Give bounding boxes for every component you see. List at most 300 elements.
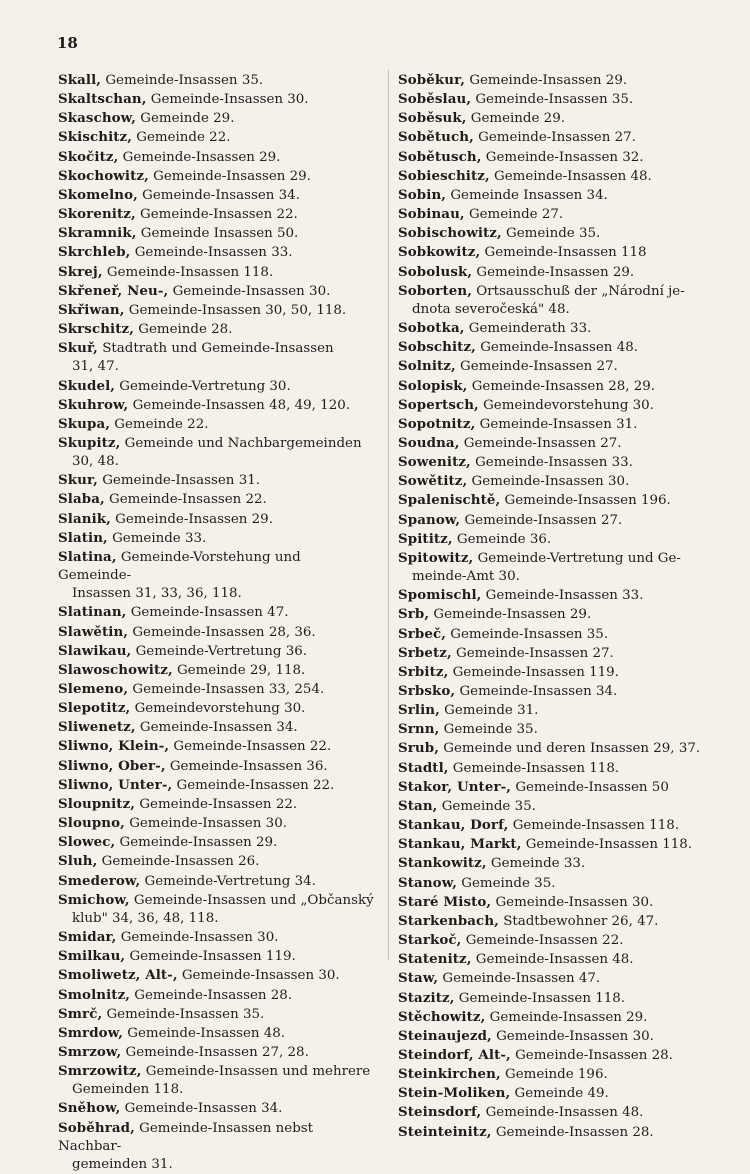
entry-term: Sobětuch, <box>398 129 474 146</box>
index-entry <box>398 739 704 758</box>
entry-term: Slowec, <box>58 834 116 851</box>
entry-term: Srlin, <box>398 702 440 719</box>
entry-description: Gemeinde und Nachbargemeinden <box>124 435 362 451</box>
entry-term: Slatina, <box>58 548 117 565</box>
entry-term: Stankau, Markt, <box>398 836 522 853</box>
index-entry <box>58 320 378 339</box>
entry-description: Gemeinde-Insassen 30. <box>181 968 340 984</box>
entry-description: Gemeinde-Insassen 29. <box>122 149 281 165</box>
entry-term: Srbeč, <box>398 625 447 642</box>
entry-description: Gemeinde-Insassen 28, 36. <box>132 624 316 640</box>
index-entry <box>398 530 704 549</box>
entry-term: Sněhow, <box>58 1100 121 1117</box>
entry-term: Sopotnitz, <box>398 415 476 432</box>
index-entry <box>58 661 378 680</box>
entry-term: Sobinau, <box>398 206 465 223</box>
index-entry <box>398 605 704 624</box>
entry-term: Smichow, <box>58 891 130 908</box>
entry-term: Skupitz, <box>58 434 121 451</box>
entry-description: Gemeinde-Insassen 32. <box>485 149 644 165</box>
entry-description: Gemeindevorstehung 30. <box>134 701 306 717</box>
entry-description: Gemeindevorstehung 30. <box>483 397 654 413</box>
entry-term: Srb, <box>398 606 430 623</box>
entry-term: Statenitz, <box>398 951 472 968</box>
entry-term: Stakor, Unter-, <box>398 778 512 795</box>
entry-term: Sobieschitz, <box>398 167 490 184</box>
index-entry <box>398 434 704 453</box>
index-entry <box>58 90 378 109</box>
entry-description: Gemeinde-Insassen 29. <box>119 835 278 851</box>
entry-term: Sobolusk, <box>398 263 473 280</box>
index-entry <box>58 1119 378 1174</box>
entry-term: Stankowitz, <box>398 855 487 872</box>
entry-description: Gemeinde-Insassen 28. <box>495 1124 654 1140</box>
index-entry <box>398 835 704 854</box>
index-entry <box>58 1062 378 1099</box>
entry-description: Ortsausschuß der „Národní je- <box>476 283 685 299</box>
index-entry <box>398 625 704 644</box>
index-entry <box>58 529 378 548</box>
entry-description: Gemeinde-Insassen 30. <box>172 283 331 299</box>
entry-term: Steinsdorf, <box>398 1104 482 1121</box>
entry-description: Gemeinde-Insassen 35. <box>475 92 634 108</box>
entry-description: Gemeinde-Insassen 28. <box>134 987 293 1003</box>
index-entry <box>58 757 378 776</box>
entry-description: Gemeinde-Insassen 29. <box>115 511 273 527</box>
index-entry <box>398 586 704 605</box>
entry-description: Gemeinde-Insassen 118. <box>106 264 274 280</box>
entry-description: Gemeinde und deren Insassen 29, 37. <box>443 741 701 757</box>
entry-term: Skaltschan, <box>58 91 147 108</box>
entry-term: Soudna, <box>398 434 460 451</box>
entry-description: Gemeinde 28. <box>138 322 233 338</box>
index-entry <box>398 243 704 262</box>
entry-description: Gemeinde 31. <box>444 703 539 719</box>
index-entry <box>58 642 378 661</box>
entry-description: Gemeinde-Insassen 34. <box>142 187 300 203</box>
entry-description: Gemeinde-Insassen 27, 28. <box>125 1044 309 1060</box>
entry-term: Skrej, <box>58 263 103 280</box>
entry-term: Steinaujezd, <box>398 1027 492 1044</box>
index-entry <box>58 986 378 1005</box>
entry-description: Gemeinde-Insassen 30. <box>120 930 279 946</box>
index-entry <box>398 511 704 530</box>
entry-term: Smrč, <box>58 1005 103 1022</box>
entry-description: Gemeinde-Insassen 118. <box>525 837 693 853</box>
entry-description: Gemeinde Insassen 34. <box>450 187 608 203</box>
entry-term: Starkenbach, <box>398 912 499 929</box>
entry-description: Stadtbewohner 26, 47. <box>503 913 659 929</box>
entry-term: Slawětin, <box>58 623 129 640</box>
entry-term: Steindorf, Alt-, <box>398 1046 511 1063</box>
entry-description: Gemeinde-Insassen 29. <box>469 73 628 88</box>
entry-description: Gemeinde-Insassen 33, 254. <box>132 682 325 697</box>
entry-term: Stanow, <box>398 874 457 891</box>
index-entry <box>58 891 378 928</box>
index-entry <box>398 797 704 816</box>
entry-description: Gemeinde-Insassen 119. <box>129 949 296 965</box>
index-entry <box>398 472 704 491</box>
index-entry <box>398 186 704 205</box>
entry-description: Gemeinde-Insassen 48. <box>480 340 638 356</box>
entry-term: Soběsuk, <box>398 110 467 127</box>
entry-term: Skall, <box>58 72 102 88</box>
entry-description: Gemeinde 29. <box>470 111 565 127</box>
index-entry <box>58 339 378 376</box>
entry-term: Smrzowitz, <box>58 1063 142 1080</box>
entry-term: Smidar, <box>58 929 117 946</box>
entry-term: Staré Misto, <box>398 893 492 910</box>
entry-description: Gemeinde-Insassen 22. <box>139 796 298 812</box>
index-entry <box>58 852 378 871</box>
entry-term: Smoliwetz, Alt-, <box>58 967 178 984</box>
entry-continuation: klub" 34, 36, 48, 118. <box>72 910 219 926</box>
entry-description: Gemeinde-Insassen 33. <box>485 588 644 604</box>
entry-term: Skřiwan, <box>58 301 125 318</box>
entry-description: Gemeinde-Insassen 29. <box>433 607 592 623</box>
entry-term: Sluh, <box>58 853 98 870</box>
entry-term: Staw, <box>398 970 439 987</box>
index-entry <box>58 109 378 128</box>
entry-continuation: dnota severočeská" 48. <box>412 301 570 317</box>
entry-term: Sobin, <box>398 186 447 203</box>
index-entry <box>58 490 378 509</box>
index-entry <box>398 167 704 186</box>
entry-description: Gemeinde-Insassen 48. <box>485 1105 644 1121</box>
index-entry <box>398 128 704 147</box>
entry-term: Skrschitz, <box>58 321 134 338</box>
entry-description: Gemeinde 35. <box>441 798 536 814</box>
index-entry <box>398 912 704 931</box>
index-entry <box>58 205 378 224</box>
entry-continuation: Insassen 31, 33, 36, 118. <box>72 586 242 602</box>
index-entry <box>58 415 378 434</box>
entry-description: Gemeinde 29, 118. <box>176 662 306 678</box>
entry-term: Skočitz, <box>58 148 119 165</box>
entry-description: Gemeinde-Insassen 118. <box>458 990 626 1006</box>
entry-term: Smederow, <box>58 872 141 889</box>
entry-term: Sopertsch, <box>398 396 479 413</box>
index-entry <box>58 510 378 529</box>
entry-term: Sobotka, <box>398 320 465 337</box>
index-entry <box>398 874 704 893</box>
index-entry <box>58 377 378 396</box>
index-entry <box>58 603 378 622</box>
index-entry <box>58 301 378 320</box>
entry-description: Gemeinde-Insassen 26. <box>101 854 260 870</box>
index-entry <box>398 205 704 224</box>
entry-term: Stan, <box>398 797 438 814</box>
entry-description: Gemeinde-Insassen 48. <box>475 952 634 968</box>
entry-term: Solnitz, <box>398 358 456 375</box>
index-entry <box>58 680 378 699</box>
entry-continuation: meinde-Amt 30. <box>412 569 520 585</box>
entry-term: Sowenitz, <box>398 454 471 471</box>
entry-term: Skomelno, <box>58 186 138 203</box>
index-entry <box>398 720 704 739</box>
entry-description: Gemeinde-Insassen 31. <box>479 416 638 432</box>
entry-description: Gemeinde-Insassen 30. <box>496 1028 654 1044</box>
index-entry <box>58 872 378 891</box>
entry-description: Gemeinde 35. <box>506 226 601 242</box>
index-entry <box>398 701 704 720</box>
index-entry <box>398 491 704 510</box>
entry-description: Gemeinde-Vertretung 30. <box>119 378 291 394</box>
entry-term: Sobischowitz, <box>398 225 502 242</box>
entry-description: Gemeinde 27. <box>468 207 564 223</box>
entry-term: Stadtl, <box>398 759 449 776</box>
index-entry <box>398 549 704 586</box>
index-entry <box>398 357 704 376</box>
entry-description: Gemeinde-Vertretung 34. <box>144 873 316 889</box>
entry-term: Slawoschowitz, <box>58 661 173 678</box>
entry-description: Gemeinde-Insassen 29. <box>153 168 311 184</box>
entry-description: Gemeinde 29. <box>140 111 235 127</box>
entry-description: Gemeinde-Insassen nebst Nachbar- <box>58 1120 314 1154</box>
left-column <box>58 71 378 1174</box>
entry-term: Smrdow, <box>58 1024 123 1041</box>
index-entry <box>398 644 704 663</box>
index-entry <box>58 148 378 167</box>
entry-continuation: 31, 47. <box>72 359 119 375</box>
index-entry <box>58 1043 378 1062</box>
index-entry <box>58 263 378 282</box>
entry-description: Gemeinde-Insassen 29. <box>476 264 635 280</box>
entry-term: Solopisk, <box>398 377 468 394</box>
index-entry <box>398 71 704 90</box>
entry-description: Gemeinde-Vorstehung und Gemeinde- <box>58 549 301 584</box>
entry-description: Gemeinde-Insassen und mehrere <box>145 1064 371 1080</box>
index-entry <box>58 833 378 852</box>
index-entry <box>398 778 704 797</box>
index-entry <box>58 814 378 833</box>
entry-term: Skuhrow, <box>58 396 129 413</box>
entry-description: Gemeinde-Insassen 31. <box>102 473 260 489</box>
index-entry <box>398 759 704 778</box>
index-entry <box>58 1005 378 1024</box>
entry-term: Starkoč, <box>398 932 462 949</box>
entry-description: Gemeinde-Insassen 48. <box>494 168 652 184</box>
index-entry <box>398 989 704 1008</box>
entry-term: Skrchleb, <box>58 244 131 261</box>
entry-description: Gemeinde-Insassen 118. <box>452 760 620 776</box>
entry-term: Stěchowitz, <box>398 1008 486 1025</box>
index-entry <box>398 1065 704 1084</box>
index-entry <box>58 282 378 301</box>
entry-term: Soborten, <box>398 282 472 299</box>
entry-description: Gemeinde-Insassen 34. <box>124 1101 283 1117</box>
entry-term: Slawikau, <box>58 642 132 659</box>
index-entry <box>58 966 378 985</box>
entry-term: Sliwenetz, <box>58 719 136 736</box>
entry-term: Stein-Moliken, <box>398 1085 511 1102</box>
entry-term: Smrzow, <box>58 1043 122 1060</box>
index-entry <box>398 396 704 415</box>
index-entry <box>58 947 378 966</box>
index-entry <box>58 396 378 415</box>
entry-description: Gemeinderath 33. <box>468 321 592 337</box>
entry-description: Gemeinde-Insassen 30. <box>150 92 309 108</box>
entry-term: Srbitz, <box>398 663 449 680</box>
entry-term: Steinkirchen, <box>398 1066 501 1083</box>
index-entry <box>58 623 378 642</box>
entry-term: Spitowitz, <box>398 549 474 566</box>
entry-description: Gemeinde Insassen 50. <box>140 226 299 242</box>
entry-term: Stankau, Dorf, <box>398 817 509 834</box>
entry-description: Gemeinde-Insassen 28, 29. <box>471 378 656 394</box>
entry-description: Gemeinde-Insassen 33. <box>475 455 633 471</box>
index-entry <box>58 928 378 947</box>
index-entry <box>58 737 378 756</box>
entry-description: Gemeinde-Insassen 30. <box>129 816 287 832</box>
index-entry <box>398 1103 704 1122</box>
index-entry <box>398 950 704 969</box>
index-entry <box>398 816 704 835</box>
index-entry <box>398 338 704 357</box>
index-entry <box>58 1099 378 1118</box>
entry-term: Skischitz, <box>58 129 133 146</box>
entry-term: Soběhrad, <box>58 1119 135 1136</box>
column-divider <box>388 70 389 960</box>
index-entry <box>398 1084 704 1103</box>
entry-description: Gemeinde-Insassen 28. <box>515 1047 673 1063</box>
index-entry <box>58 434 378 471</box>
entry-term: Skramnik, <box>58 225 137 242</box>
entry-description: Gemeinde 22. <box>114 416 209 432</box>
entry-description: Gemeinde-Insassen 27. <box>460 359 618 375</box>
entry-description: Gemeinde-Insassen 33. <box>134 245 293 261</box>
index-entry <box>398 854 704 873</box>
index-entry <box>398 663 704 682</box>
index-entry <box>398 682 704 701</box>
entry-term: Slanik, <box>58 510 111 527</box>
entry-description: Gemeinde-Insassen 29. <box>489 1009 648 1025</box>
entry-term: Sowětitz, <box>398 473 468 490</box>
index-entry <box>58 71 378 90</box>
entry-term: Spititz, <box>398 530 453 547</box>
entry-description: Gemeinde-Insassen 47. <box>130 605 289 621</box>
entry-description: Gemeinde-Insassen und „Občanský <box>133 892 374 908</box>
entry-description: Gemeinde 35. <box>461 875 556 891</box>
entry-continuation: gemeinden 31. <box>72 1156 173 1172</box>
index-entry <box>398 109 704 128</box>
entry-term: Steinteinitz, <box>398 1123 492 1140</box>
index-entry <box>398 893 704 912</box>
entry-term: Skřeneř, Neu-, <box>58 282 169 299</box>
entry-description: Gemeinde-Insassen 35. <box>105 73 264 88</box>
entry-description: Gemeinde-Insassen 34. <box>139 720 298 736</box>
entry-description: Gemeinde-Vertretung und Ge- <box>477 550 681 566</box>
entry-term: Spomischl, <box>398 587 482 604</box>
index-entry <box>58 548 378 603</box>
entry-description: Gemeinde 35. <box>443 722 538 738</box>
entry-description: Gemeinde-Insassen 22. <box>465 933 624 949</box>
entry-term: Stazitz, <box>398 989 455 1006</box>
index-entry <box>398 1123 704 1142</box>
index-entry <box>398 224 704 243</box>
entry-continuation: 30, 48. <box>72 454 119 470</box>
entry-term: Skuř, <box>58 340 98 357</box>
index-entry <box>398 415 704 434</box>
entry-term: Sloupnitz, <box>58 795 136 812</box>
entry-description: Gemeinde-Insassen 27. <box>464 512 623 528</box>
entry-description: Gemeinde-Insassen 30, 50, 118. <box>128 302 347 318</box>
index-entry <box>398 1046 704 1065</box>
entry-term: Skochowitz, <box>58 167 149 184</box>
entry-term: Slepotitz, <box>58 700 131 717</box>
entry-term: Skudel, <box>58 377 116 394</box>
entry-description: Gemeinde-Insassen 30. <box>471 474 630 490</box>
entry-term: Sliwno, Ober-, <box>58 757 166 774</box>
index-entry <box>58 776 378 795</box>
entry-term: Srbsko, <box>398 683 456 699</box>
entry-term: Sobschitz, <box>398 339 476 356</box>
entry-description: Gemeinde-Insassen 22. <box>140 207 298 223</box>
entry-term: Sobětusch, <box>398 148 482 165</box>
entry-description: Gemeinde-Vertretung 36. <box>135 643 308 659</box>
entry-description: Gemeinde 36. <box>456 531 552 547</box>
entry-description: Gemeinde-Insassen 119. <box>452 664 619 680</box>
index-entry <box>398 969 704 988</box>
entry-term: Sliwno, Unter-, <box>58 776 173 793</box>
index-entry <box>398 931 704 950</box>
entry-description: Gemeinde-Insassen 22. <box>173 739 332 755</box>
index-entry <box>398 319 704 338</box>
right-column <box>398 71 704 1142</box>
index-entry <box>398 263 704 282</box>
entry-description: Gemeinde-Insassen 48, 49, 120. <box>132 397 350 413</box>
entry-term: Soběkur, <box>398 72 466 88</box>
index-entry <box>58 186 378 205</box>
entry-term: Sliwno, Klein-, <box>58 738 170 755</box>
index-entry <box>398 148 704 167</box>
entry-description: Gemeinde-Insassen 118. <box>512 818 679 834</box>
entry-description: Gemeinde-Insassen 36. <box>169 758 328 774</box>
entry-description: Gemeinde 33. <box>490 856 586 872</box>
entry-term: Slatinan, <box>58 604 127 621</box>
entry-term: Skur, <box>58 472 98 489</box>
entry-term: Spalenischtě, <box>398 492 501 509</box>
entry-term: Smolnitz, <box>58 986 131 1003</box>
entry-term: Srnn, <box>398 721 440 738</box>
entry-term: Sloupno, <box>58 815 125 832</box>
entry-description: Gemeinde-Insassen 50 <box>515 779 669 795</box>
index-entry <box>58 224 378 243</box>
entry-description: Gemeinde-Insassen 35. <box>450 626 609 642</box>
entry-description: Gemeinde-Insassen 48. <box>127 1025 286 1041</box>
entry-description: Gemeinde-Insassen 27. <box>456 645 614 661</box>
entry-description: Gemeinde-Insassen 27. <box>478 130 636 146</box>
index-entry <box>398 377 704 396</box>
entry-term: Smilkau, <box>58 948 126 965</box>
entry-term: Sobkowitz, <box>398 244 481 261</box>
entry-description: Gemeinde-Insassen 30. <box>495 894 654 910</box>
index-entry <box>58 167 378 186</box>
entry-description: Gemeinde-Insassen 196. <box>504 493 671 509</box>
index-entry <box>398 1027 704 1046</box>
entry-description: Gemeinde-Insassen 118 <box>484 245 647 261</box>
entry-description: Gemeinde 49. <box>514 1086 609 1102</box>
index-entry <box>398 1008 704 1027</box>
entry-description: Gemeinde-Insassen 47. <box>442 971 601 987</box>
entry-term: Srbetz, <box>398 644 452 661</box>
entry-term: Skupa, <box>58 415 110 432</box>
index-entry <box>58 1024 378 1043</box>
page-number: 18 <box>57 34 78 52</box>
entry-description: Gemeinde-Insassen 34. <box>459 684 618 699</box>
entry-term: Soběslau, <box>398 91 472 108</box>
entry-description: Gemeinde 22. <box>136 130 231 146</box>
